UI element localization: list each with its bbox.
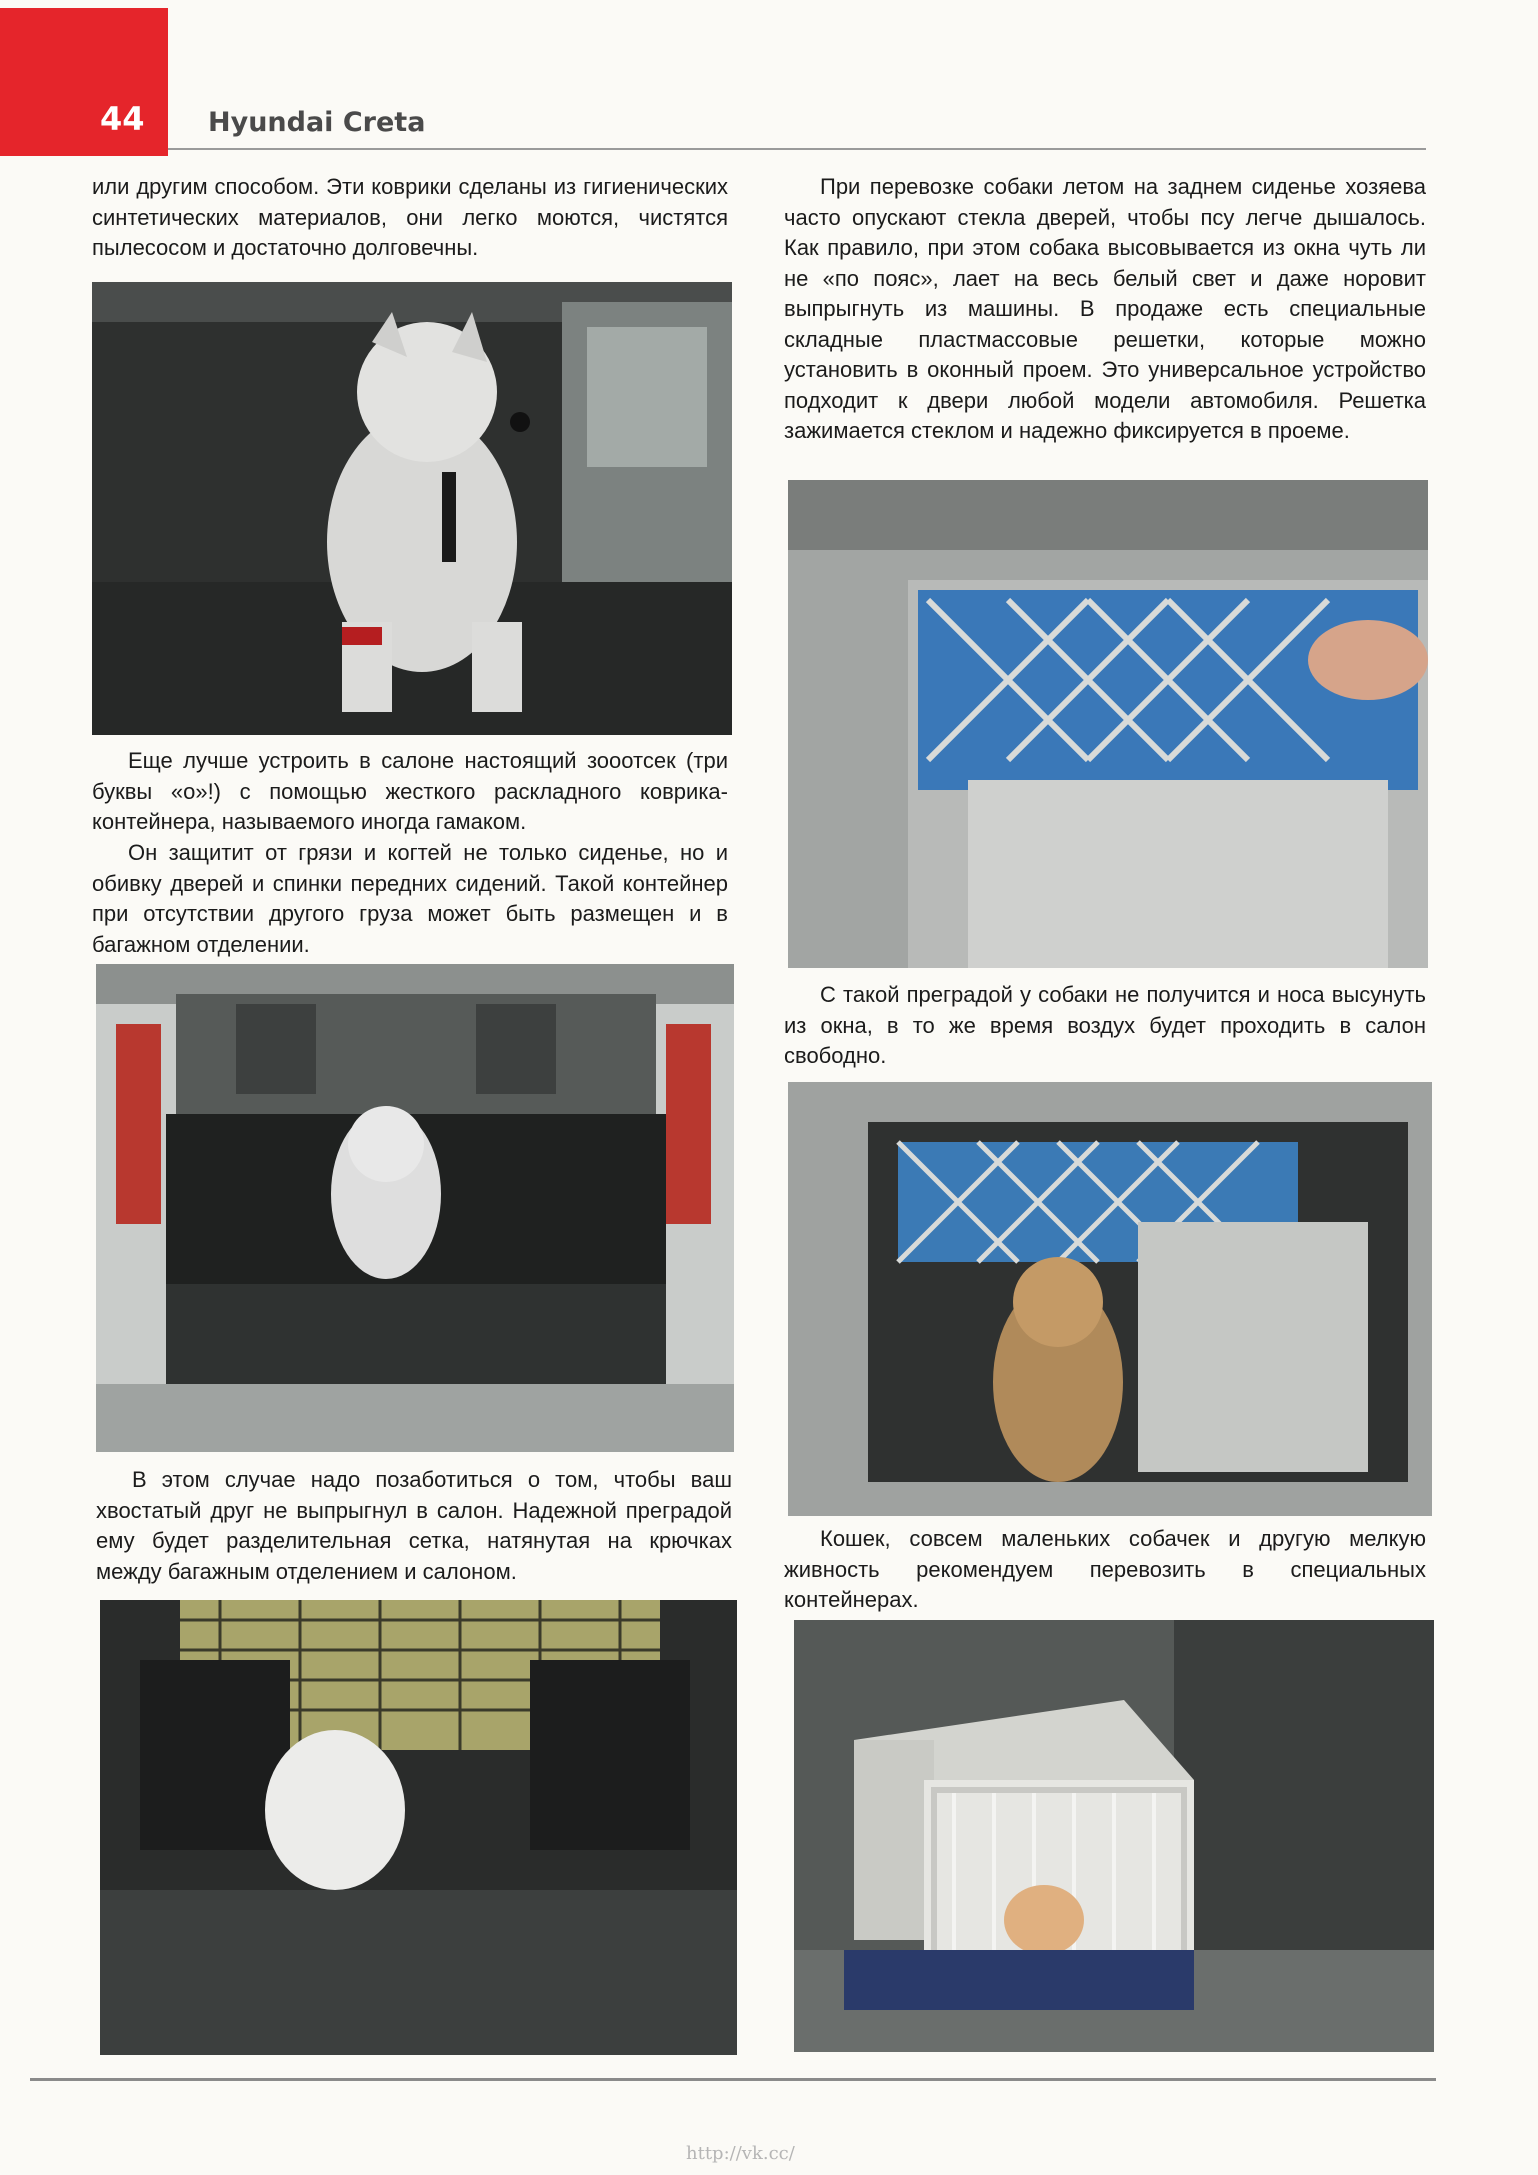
photo-window-grille-installation <box>788 480 1428 968</box>
photo-cat-in-pet-carrier <box>794 1620 1434 2052</box>
footer-rule <box>30 2078 1436 2081</box>
running-title: Hyundai Creta <box>208 107 426 138</box>
photo-dog-in-trunk-container <box>96 964 734 1452</box>
page-number: 44 <box>100 100 145 138</box>
left-paragraph-4: В этом случае надо позаботиться о том, чтобы ваш хвостатый друг не выпрыгнул в салон. Надежной преградой ему будет разделительная сетка, натянутая на крючках между багажным отделением и салоном. <box>96 1467 732 1584</box>
photo-dog-on-seat-cover <box>92 282 732 735</box>
right-paragraph-1: При перевозке собаки летом на заднем сиденье хозяева часто опускают стекла дверей, чтобы псу легче дышалось. Как правило, при этом собака высовывается из окна чуть ли не «по пояс», лает на весь белый свет и даже норовит выпрыгнуть из машины. В продаже есть специальные складные пластмассовые решетки, которые можно установить в оконный проем. Это универсальное устройство подходит к двери любой модели автомобиля. Решетка зажимается стеклом и надежно фиксируется в проеме. <box>784 174 1426 443</box>
right-paragraph-3: Кошек, совсем маленьких собачек и другую мелкую живность рекомендуем перевозить в специальных контейнерах. <box>784 1526 1426 1612</box>
footer-url: http://vk.cc/ <box>686 2143 795 2164</box>
right-paragraph-2: С такой преградой у собаки не получится и носа высунуть из окна, в то же время воздух будет проходить в салон свободно. <box>784 982 1426 1068</box>
left-paragraph-2: Еще лучше устроить в салоне настоящий зооотсек (три буквы «о»!) с помощью жесткого раскладного коврика-контейнера, называемого иногда гамаком. <box>92 748 728 834</box>
left-paragraph-1: или другим способом. Эти коврики сделаны из гигиенических синтетических материалов, они легко моются, чистятся пылесосом и достаточно долговечны. <box>92 174 728 260</box>
photo-dog-behind-trunk-net <box>100 1600 737 2055</box>
photo-dog-behind-window-grille <box>788 1082 1432 1516</box>
header-rule <box>168 148 1426 150</box>
left-paragraph-3: Он защитит от грязи и когтей не только сиденье, но и обивку дверей и спинки передних сидений. Такой контейнер при отсутствии другого груза может быть размещен и в багажном отделении. <box>92 840 728 957</box>
